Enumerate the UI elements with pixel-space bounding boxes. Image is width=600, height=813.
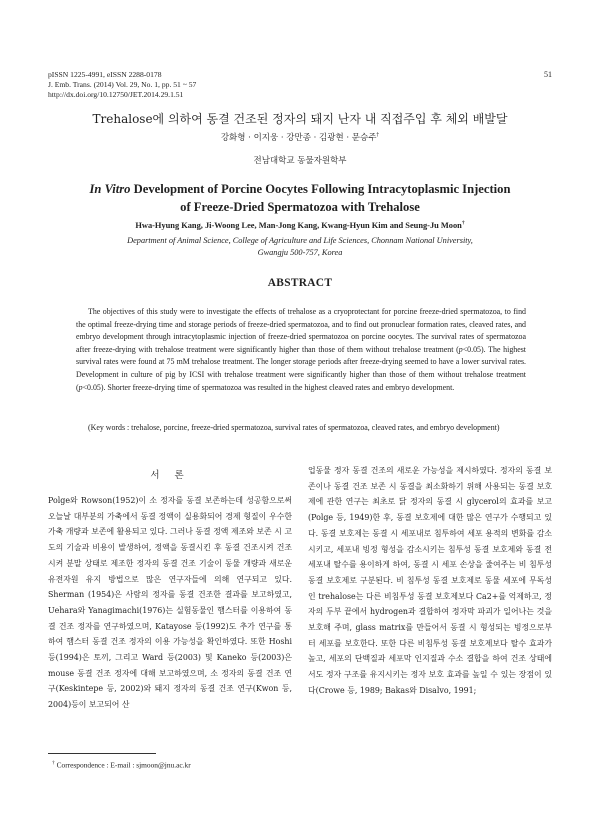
abstract-text-3: <0.05). Shorter freeze-drying time of spermatozoa was resulted in the highest cleaved rates and embryo development. — [82, 382, 455, 392]
body-right-column: 업동물 정자 동결 건조의 새로운 가능성을 제시하였다. 정자의 동결 보존이나 동결 건조 보존 시 동결을 최소화하기 위해 사용되는 동결 보호제에 관한 연구는 최초로 닭 정자의 동결 시 glycerol의 효과를 보고(Polge 등, 1949)한 후, 동결 보호제에 대한 많은 연구가 수행되고 있다. 동결 보호제는 동결 시 세포내로 침투하여 세포 용적의 변화를 감소시키고, 세포내 빙정 형성을 감소시키는 침투성 동결 보호제와 동결 전 세포내 탈수를 용이하게 하여, 동결 시 세포 손상을 줄여주는 비 침투성 동결 보호제로 구분된다. 비 침투성 동결 보호제로 동물 세포에 무독성인 trehalose는 다른 비침투성 동결 보호제보다 Ca2+를 억제하고, 정자의 두부 끝에서 hydrogen과 결합하여 정자막 파괴가 일어나는 것을 보호해 주며, glass matrix를 만들어서 동결 시 형성되는 빙정으로부터 세포를 보호한다. 또한 다른 비침투성 동결 보호제보다 탈수 효과가 높고, 세포의 단백질과 세포막 인지질과 수소 결합을 하여 건조 상태에서도 정자 구조를 유지시키는 정자 보호 효과를 높일 수 있는 장점이 있다(Crowe 등, 1989; Bakas와 Disalvo, 1991; — [308, 466, 552, 695]
abstract-heading: ABSTRACT — [267, 277, 333, 289]
abstract-p-symbol-2: p — [78, 382, 83, 392]
section-title-introduction: 서 론 — [150, 470, 190, 481]
english-affiliation-line1: Department of Animal Science, College of Agriculture and Life Sciences, Chonnam National University, — [127, 236, 473, 245]
abstract-paragraph — [76, 306, 526, 394]
korean-authors — [0, 131, 600, 143]
footnote-divider — [48, 753, 156, 754]
korean-title: Trehalose에 의하여 동결 건조된 정자의 돼지 난자 내 직접주입 후 체외 배발달 — [92, 112, 508, 126]
journal-header — [48, 70, 196, 100]
issn-line: pISSN 1225-4991, eISSN 2288-0178 — [48, 70, 162, 79]
english-authors — [40, 220, 560, 230]
english-title-line2: of Freeze-Dried Spermatozoa with Trehalose — [180, 200, 420, 214]
page-number: 51 — [544, 70, 552, 79]
english-author-names: Hwa-Hyung Kang, Ji-Woong Lee, Man-Jong Kang, Kwang-Hyun Kim and Seung-Ju Moon — [135, 220, 462, 230]
english-title — [50, 180, 550, 216]
english-title-line1-text: Development of Porcine Oocytes Following Intracytoplasmic Injection — [130, 182, 511, 196]
footnote-correspondence — [52, 760, 191, 769]
keywords: (Key words : trehalose, porcine, freeze-dried spermatozoa, survival rates of spermatozoa, cleaved rates, and embryo development) — [88, 423, 500, 432]
english-author-mark: † — [461, 220, 465, 226]
korean-author-mark: † — [376, 132, 380, 139]
english-title-italic: In Vitro — [89, 182, 131, 196]
english-affiliation — [60, 235, 540, 259]
abstract-p-symbol-1: p — [458, 344, 463, 354]
korean-affiliation: 전남대학교 동물자원학부 — [253, 156, 347, 166]
abstract-text-1: The objectives of this study were to investigate the effects of trehalose as a cryoprotectant for porcine freeze-dried spermatozoa, to find the optimal freeze-drying time and storage periods of freeze-dried spermatozoa, and to find out pronuclear formation rates, cleaved rates, and embryo development through intracytoplasmic injection of freeze-dried spermatozoa on porcine oocytes. The survival rates of spermatozoa after freeze-drying with trehalose treatment were significantly higher than those of them without trehalose treatment ( — [76, 307, 526, 354]
doi-link[interactable]: http://dx.doi.org/10.12750/JET.2014.29.1.51 — [48, 90, 184, 99]
korean-author-names: 강화형 · 이지웅 · 강만종 · 김광현 · 문승주 — [220, 133, 377, 143]
english-title-line1 — [50, 180, 550, 198]
journal-citation: J. Emb. Trans. (2014) Vol. 29, No. 1, pp. 51 ~ 57 — [48, 80, 197, 89]
footnote-text: Correspondence : E-mail : sjmoon@jnu.ac.kr — [54, 760, 191, 770]
footnote-mark: † — [52, 760, 55, 766]
abstract-text-2: <0.05). The highest survival rates were found at 75 mM trehalose treatment. The longer storage periods after freeze-drying seemed to have a lower survival rates. Development in culture of pig by ICSI with trehalose treatment were significantly higher than those of them without trehalose treatment ( — [76, 344, 526, 392]
body-left-column: Polge와 Rowson(1952)이 소 정자를 동결 보존하는데 성공함으로써 오늘날 대부분의 가축에서 동결 정액이 실용화되어 경제 형질이 우수한 가축 개량과 보존에 활용되고 있다. 그러나 동결 정액 제조와 보존 시 고도의 기술과 비용이 발생하여, 정액을 동결시킨 후 동결 건조시켜 건조시켜 분말 상태로 제조한 정자의 동결 건조 기술이 동물 개량과 새로운 유전자원 유지 방법으로 많은 연구자들에 의해 연구되고 있다. Sherman (1954)은 사람의 정자를 동결 건조한 결과를 보고하였고, Uehara와 Yanagimachi(1976)는 실험동물인 햄스터를 이용하여 동결 건조 정자를 연구하였으며, Katayose 등(1992)도 추가 연구를 통하여 햄스터 동결 건조 정자의 이용 가능성을 확인하였다. 또한 Hoshi 등(1994)은 토끼, 그리고 Ward 등(2003) 및 Kaneko 등(2003)은 mouse 동결 건조 정자에 대해 보고하였으며, 소 정자의 동결 건조 연구(Keskintepe 등, 2002)와 돼지 정자의 동결 건조 연구(Kwon 등, 2004)등이 보고되어 산 — [48, 496, 292, 710]
english-affiliation-line2: Gwangju 500-757, Korea — [257, 248, 343, 257]
